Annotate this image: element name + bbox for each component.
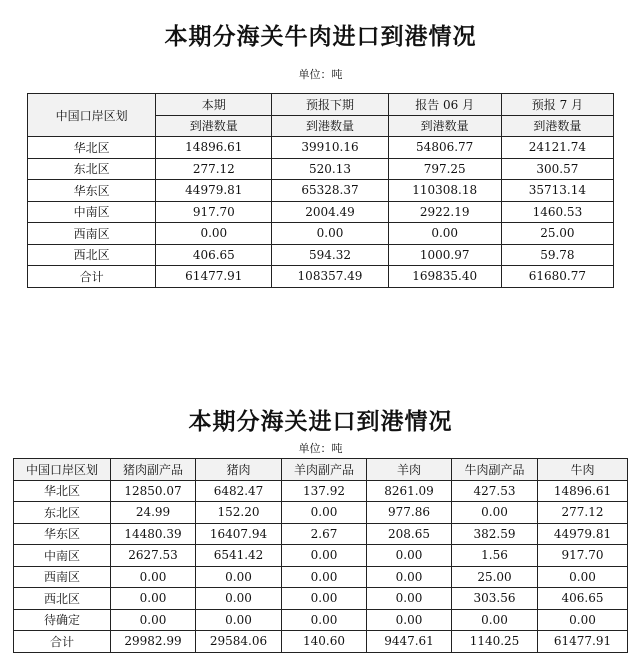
region-cell: 华北区 — [28, 137, 156, 159]
value-cell: 152.20 — [196, 502, 282, 524]
value-cell: 0.00 — [367, 588, 452, 610]
value-cell: 14896.61 — [538, 480, 628, 502]
col-header-current: 本期 — [156, 94, 272, 116]
value-cell: 520.13 — [272, 158, 388, 180]
region-cell: 华北区 — [14, 480, 111, 502]
beef-header-row-top — [28, 94, 614, 116]
table-row — [28, 244, 614, 266]
value-cell: 54806.77 — [388, 137, 501, 159]
col-header-beef-offal: 牛肉副产品 — [452, 459, 538, 481]
meat-arrival-table — [13, 458, 628, 653]
beef-arrival-table — [27, 93, 614, 288]
value-cell: 0.00 — [156, 223, 272, 245]
table-row — [14, 480, 628, 502]
region-cell: 东北区 — [28, 158, 156, 180]
value-cell: 0.00 — [111, 609, 196, 631]
region-cell: 西南区 — [14, 566, 111, 588]
value-cell: 14896.61 — [156, 137, 272, 159]
value-cell: 2004.49 — [272, 201, 388, 223]
table-row — [14, 588, 628, 610]
value-cell: 0.00 — [367, 566, 452, 588]
value-cell: 277.12 — [538, 502, 628, 524]
table-row — [14, 566, 628, 588]
region-cell: 东北区 — [14, 502, 111, 524]
meat-arrival-unit: 单位：吨 — [298, 442, 343, 455]
value-cell: 25.00 — [452, 566, 538, 588]
meat-arrival-title: 本期分海关进口到港情况 — [188, 409, 453, 435]
value-cell: 594.32 — [272, 244, 388, 266]
value-cell: 61477.91 — [538, 631, 628, 653]
col-header-forecast-july: 预报 7 月 — [501, 94, 613, 116]
col-subheader: 到港数量 — [272, 115, 388, 137]
value-cell: 35713.14 — [501, 180, 613, 202]
value-cell: 65328.37 — [272, 180, 388, 202]
value-cell: 977.86 — [367, 502, 452, 524]
value-cell: 25.00 — [501, 223, 613, 245]
col-header-pork: 猪肉 — [196, 459, 282, 481]
value-cell: 2922.19 — [388, 201, 501, 223]
col-header-pork-offal: 猪肉副产品 — [111, 459, 196, 481]
value-cell: 14480.39 — [111, 523, 196, 545]
value-cell: 0.00 — [111, 566, 196, 588]
value-cell: 169835.40 — [388, 266, 501, 288]
value-cell: 29584.06 — [196, 631, 282, 653]
col-header-forecast-next: 预报下期 — [272, 94, 388, 116]
value-cell: 0.00 — [367, 609, 452, 631]
value-cell: 0.00 — [452, 502, 538, 524]
value-cell: 797.25 — [388, 158, 501, 180]
value-cell: 303.56 — [452, 588, 538, 610]
value-cell: 137.92 — [282, 480, 367, 502]
region-cell: 待确定 — [14, 609, 111, 631]
region-cell: 合计 — [14, 631, 111, 653]
col-header-mutton: 羊肉 — [367, 459, 452, 481]
value-cell: 0.00 — [282, 566, 367, 588]
value-cell: 39910.16 — [272, 137, 388, 159]
col-subheader: 到港数量 — [501, 115, 613, 137]
col-header-report-june: 报告 06 月 — [388, 94, 501, 116]
value-cell: 1000.97 — [388, 244, 501, 266]
value-cell: 0.00 — [196, 566, 282, 588]
value-cell: 6541.42 — [196, 545, 282, 567]
value-cell: 0.00 — [367, 545, 452, 567]
beef-arrival-unit: 单位：吨 — [298, 68, 343, 81]
beef-arrival-title: 本期分海关牛肉进口到港情况 — [164, 24, 477, 50]
value-cell: 917.70 — [156, 201, 272, 223]
col-subheader: 到港数量 — [156, 115, 272, 137]
value-cell: 44979.81 — [538, 523, 628, 545]
value-cell: 0.00 — [272, 223, 388, 245]
value-cell: 1460.53 — [501, 201, 613, 223]
value-cell: 8261.09 — [367, 480, 452, 502]
value-cell: 0.00 — [196, 609, 282, 631]
region-cell: 西北区 — [28, 244, 156, 266]
table-row — [28, 180, 614, 202]
table-row — [14, 631, 628, 653]
meat-header-row — [14, 459, 628, 481]
col-subheader: 到港数量 — [388, 115, 501, 137]
value-cell: 300.57 — [501, 158, 613, 180]
value-cell: 2627.53 — [111, 545, 196, 567]
table-row — [28, 137, 614, 159]
value-cell: 61477.91 — [156, 266, 272, 288]
value-cell: 0.00 — [196, 588, 282, 610]
region-header: 中国口岸区划 — [28, 94, 156, 137]
col-header-mutton-offal: 羊肉副产品 — [282, 459, 367, 481]
value-cell: 24121.74 — [501, 137, 613, 159]
value-cell: 12850.07 — [111, 480, 196, 502]
value-cell: 0.00 — [452, 609, 538, 631]
table-row — [14, 609, 628, 631]
value-cell: 277.12 — [156, 158, 272, 180]
table-row — [14, 502, 628, 524]
value-cell: 2.67 — [282, 523, 367, 545]
value-cell: 61680.77 — [501, 266, 613, 288]
region-header: 中国口岸区划 — [14, 459, 111, 481]
region-cell: 中南区 — [14, 545, 111, 567]
region-cell: 西北区 — [14, 588, 111, 610]
value-cell: 382.59 — [452, 523, 538, 545]
value-cell: 208.65 — [367, 523, 452, 545]
table-row — [28, 266, 614, 288]
value-cell: 0.00 — [538, 609, 628, 631]
value-cell: 0.00 — [111, 588, 196, 610]
table-row — [28, 223, 614, 245]
value-cell: 29982.99 — [111, 631, 196, 653]
value-cell: 0.00 — [282, 545, 367, 567]
value-cell: 59.78 — [501, 244, 613, 266]
value-cell: 0.00 — [282, 502, 367, 524]
region-cell: 华东区 — [28, 180, 156, 202]
value-cell: 917.70 — [538, 545, 628, 567]
table-row — [28, 158, 614, 180]
value-cell: 9447.61 — [367, 631, 452, 653]
value-cell: 406.65 — [156, 244, 272, 266]
table-row — [14, 523, 628, 545]
table-row — [14, 545, 628, 567]
table-row — [28, 201, 614, 223]
value-cell: 1.56 — [452, 545, 538, 567]
value-cell: 16407.94 — [196, 523, 282, 545]
value-cell: 427.53 — [452, 480, 538, 502]
value-cell: 110308.18 — [388, 180, 501, 202]
value-cell: 0.00 — [538, 566, 628, 588]
value-cell: 140.60 — [282, 631, 367, 653]
value-cell: 108357.49 — [272, 266, 388, 288]
value-cell: 1140.25 — [452, 631, 538, 653]
region-cell: 中南区 — [28, 201, 156, 223]
value-cell: 0.00 — [282, 609, 367, 631]
value-cell: 0.00 — [282, 588, 367, 610]
value-cell: 24.99 — [111, 502, 196, 524]
region-cell: 华东区 — [14, 523, 111, 545]
region-cell: 合计 — [28, 266, 156, 288]
col-header-beef: 牛肉 — [538, 459, 628, 481]
value-cell: 6482.47 — [196, 480, 282, 502]
region-cell: 西南区 — [28, 223, 156, 245]
value-cell: 44979.81 — [156, 180, 272, 202]
value-cell: 406.65 — [538, 588, 628, 610]
value-cell: 0.00 — [388, 223, 501, 245]
